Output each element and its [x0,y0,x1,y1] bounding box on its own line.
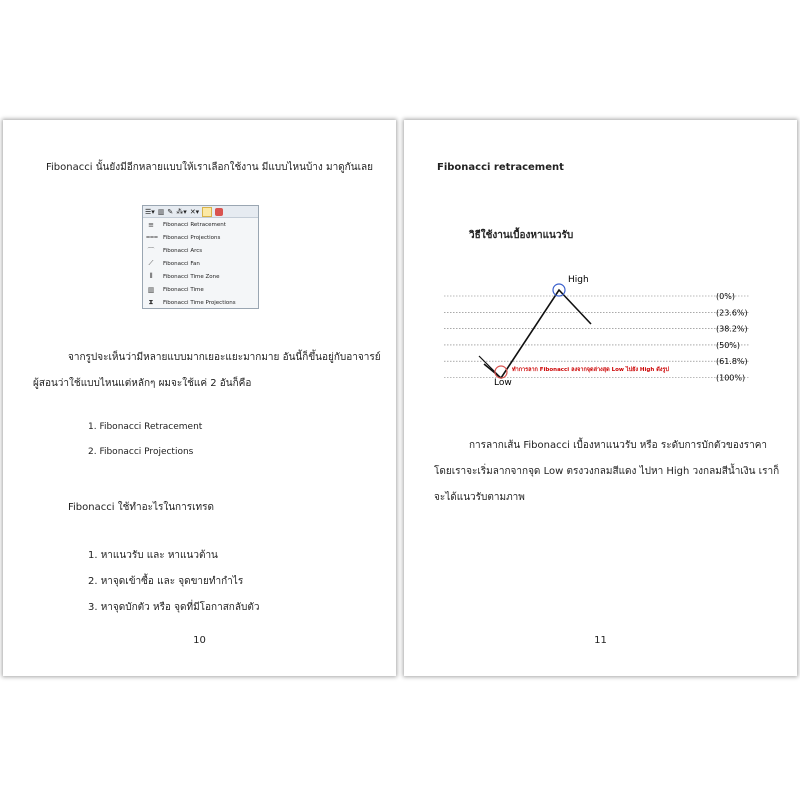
menu-toolbar [143,206,258,218]
fibonacci-chart [444,268,764,393]
left-para1-line1: จากรูปจะเห็นว่ามีหลายแบบมากเยอะแยะมากมาย อันนี้ก็ขึ้นอยู่กับอาจารย์ [68,352,381,363]
low-label: Low [494,378,512,388]
list2-item: 3. หาจุดบักตัว หรือ จุดที่มีโอกาสกลับตัว [88,602,260,613]
chart-icon[interactable]: ▥ [157,207,165,216]
menu-item-fib-time-projections[interactable]: ⧗ Fibonacci Time Projections [143,296,258,309]
pencil-icon[interactable]: ✎ [167,207,174,216]
lines-icon[interactable]: ☰▾ [145,207,155,216]
fibonacci-menu[interactable] [142,205,259,309]
fib-retracement-icon: ≡ [148,220,154,229]
menu-item-fib-projections[interactable]: ⩶ Fibonacci Projections [146,233,221,241]
fib-level-label: (100%) [716,373,746,383]
left-question: Fibonacci ใช้ทำอะไรในการเทรด [68,502,214,513]
fib-fan-icon: ⟋ [148,259,154,267]
list2-item: 1. หาแนวรับ และ หาแนวต้าน [88,550,218,561]
page-number: 10 [193,635,206,646]
left-page [3,120,396,676]
left-heading: Fibonacci นั้นยังมีอีกหลายแบบให้เราเลือกใช้งาน มีแบบไหนบ้าง มาดูกันเลย [46,162,373,173]
menu-item-fib-time-zone[interactable]: ⦀ Fibonacci Time Zone [143,270,258,283]
fib-level-label: (38.2%) [716,324,748,334]
list1-item: 2. Fibonacci Projections [88,447,194,457]
fib-level-label: (50%) [716,340,741,350]
x-icon[interactable]: ✕▾ [189,207,200,216]
right-subtitle: วิธีใช้งานเบื้องหาแนวรับ [469,230,574,241]
fib-time-icon: ▥ [147,285,155,294]
menu-item-fib-time[interactable]: ▥ Fibonacci Time [147,285,204,294]
right-para-line3: จะได้แนวรับตามภาพ [434,492,525,503]
menu-item-fib-retracement[interactable]: ≡ Fibonacci Retracement [143,218,258,231]
menu-item-fib-fan[interactable]: ⟋ Fibonacci Fan [143,257,258,270]
people-icon[interactable]: ⁂▾ [176,207,187,216]
fib-level-label: (61.8%) [716,357,748,367]
brush-icon[interactable] [202,207,212,217]
right-para-line1: การลากเส้น Fibonacci เบื้องหาแนวรับ หรือ ระดับการบักตัวของราคา [469,440,768,451]
fib-time-projections-icon: ⧗ [148,298,154,306]
list2-item: 2. หาจุดเข้าซื้อ และ จุดขายทำกำไร [88,576,244,587]
fib-time-zone-icon: ⦀ [149,272,153,280]
high-label: High [568,275,589,285]
left-para1-line2: ผู้สอนว่าใช้แบบไหนแต่หลักๆ ผมจะใช้แค่ 2 อันก็คือ [33,378,252,389]
fib-level-label: (0%) [716,292,735,301]
page-number: 11 [594,635,607,646]
price-line [484,290,591,378]
color-icon[interactable] [215,208,223,216]
fib-projections-icon: ⩶ [146,233,158,241]
right-page [404,120,797,676]
menu-item-fib-arcs[interactable]: ⌒ Fibonacci Arcs [147,246,203,255]
fib-arcs-icon: ⌒ [147,246,155,255]
list1-item: 1. Fibonacci Retracement [88,422,203,432]
fib-level-label: (23.6%) [716,308,748,318]
chart-annotation: ทำการลาก Fibonacci ลงจากจุดล่างสุด Low ไปยัง High ดังรูป [512,367,669,373]
right-para-line2: โดยเราจะเริ่มลากจากจุด Low ตรงวงกลมสีแดง ไปหา High วงกลมสีน้ำเงิน เราก็ [434,466,780,477]
right-title: Fibonacci retracement [437,162,564,173]
